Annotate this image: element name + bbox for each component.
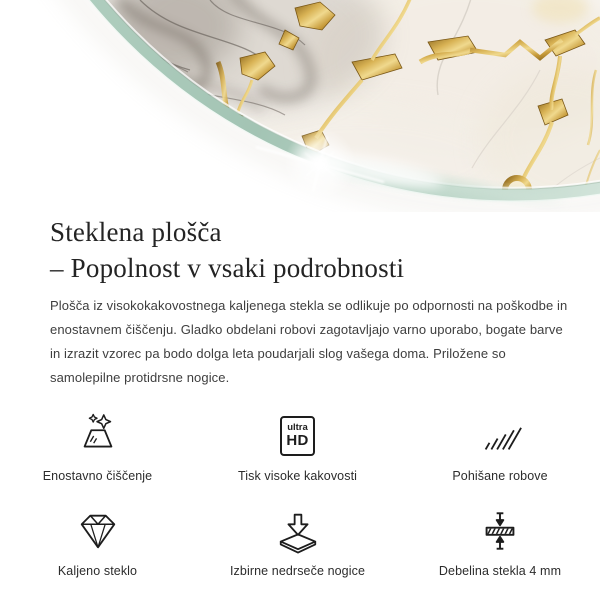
page-title — [50, 214, 550, 286]
feature-hd-print — [195, 412, 400, 483]
sparkle-surface-icon — [75, 412, 121, 460]
feature-polished-edges — [400, 412, 600, 483]
feature-grid — [0, 412, 600, 578]
feature-label: Tisk visoke kakovosti — [237, 469, 358, 483]
diamond-icon — [75, 507, 121, 555]
feature-tempered-glass — [0, 507, 195, 578]
feature-label: Enostavno čiščenje — [42, 469, 153, 483]
arrow-into-pad-icon — [275, 507, 321, 555]
page-title-line2: – Popolnost v vsaki podrobnosti — [50, 253, 405, 283]
glass-plate-illustration — [0, 0, 600, 212]
glass-thickness-icon — [477, 507, 523, 555]
feature-label: Izbirne nedrseče nogice — [229, 564, 366, 578]
product-description-section — [0, 212, 600, 390]
striped-edge-icon — [477, 412, 523, 460]
feature-glass-thickness — [400, 507, 600, 578]
product-description-text: Plošča iz visokokakovostnega kaljenega stekla se odlikuje po odpornosti na poškodbe in enostavnem čiščenju. Gladko obdelani robovi zagotavljajo varno uporabo, bogate barve in izrazit vzorec pa bodo dolga leta poudarjali slog vašega doma. Priložene so samolepilne protidrsne nogice. — [50, 298, 568, 385]
feature-label: Kaljeno steklo — [57, 564, 138, 578]
product-hero-image — [0, 0, 600, 212]
page-title-line1: Steklena plošča — [50, 217, 222, 247]
ultra-hd-icon-text-bottom: HD — [286, 432, 309, 449]
feature-label: Pohišane robove — [452, 469, 548, 483]
ultra-hd-icon — [280, 412, 315, 460]
feature-label: Debelina stekla 4 mm — [438, 564, 562, 578]
feature-easy-cleaning — [0, 412, 195, 483]
feature-antislip-feet — [195, 507, 400, 578]
ultra-hd-icon-text-top: ultra — [287, 422, 308, 433]
